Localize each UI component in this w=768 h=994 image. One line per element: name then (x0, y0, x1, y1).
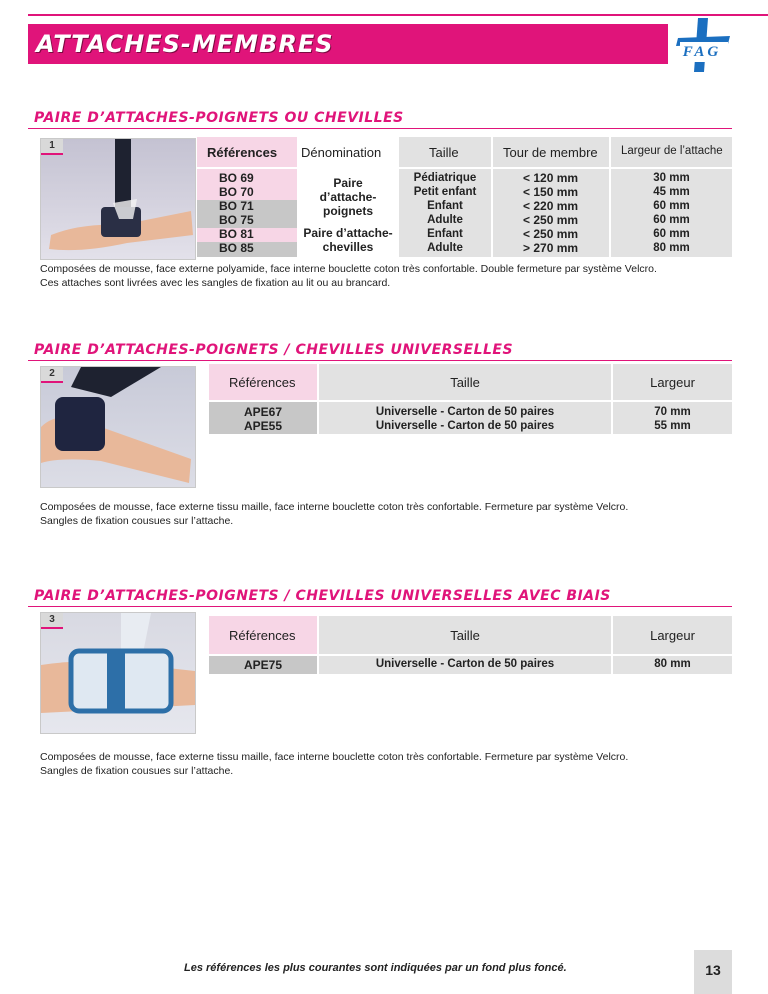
s1-sizes-cell (399, 169, 491, 257)
s1-ref: BO 71 (219, 199, 254, 213)
s1-width: 30 mm (653, 172, 690, 184)
s1-header-tour-cell (493, 137, 609, 167)
s2-ref: APE55 (243, 419, 283, 433)
s3-size: Universelle - Carton de 50 paires (375, 658, 555, 670)
s3-header-ref-cell (209, 616, 317, 654)
s1-header-tour: Tour de membre (503, 145, 598, 160)
s2-desc-line: Composées de mousse, face externe tissu maille, face interne bouclette coton très confortable. Fermeture par système Velcro. (40, 501, 629, 513)
s1-tour: < 220 mm (523, 199, 579, 213)
section-1-title: PAIRE D’ATTACHES-POIGNETS OU CHEVILLES (34, 110, 404, 126)
section-3-photo (40, 612, 196, 734)
s1-header-width-cell (611, 137, 732, 167)
page-title: ATTACHES-MEMBRES (36, 30, 334, 58)
s1-tours-cell (493, 169, 609, 257)
s3-desc-line: Sangles de fixation cousues sur l’attache. (40, 765, 234, 777)
s1-sizes (399, 171, 491, 255)
s1-tour: < 150 mm (523, 185, 579, 199)
page-number-box (694, 950, 732, 994)
s1-refs-cell (197, 169, 297, 257)
s1-header-size: Taille (429, 145, 459, 160)
s2-size: Universelle - Carton de 50 paires (375, 406, 555, 418)
s1-size: Petit enfant (413, 186, 477, 198)
s3-refs-cell (209, 656, 317, 674)
fag-logo (672, 18, 732, 72)
section-1-rule (28, 128, 732, 129)
header-band (28, 24, 668, 64)
s1-desc-line: Composées de mousse, face externe polyamide, face interne bouclette coton très confortable. Double fermeture par système Velcro. (40, 263, 657, 275)
s1-names (299, 172, 397, 254)
logo-text: FAG (682, 44, 722, 60)
s2-desc-line: Sangles de fixation cousues sur l’attache. (40, 515, 234, 527)
s3-header-width: Largeur (650, 628, 695, 643)
s1-tour: < 120 mm (523, 171, 579, 185)
s1-size: Enfant (427, 228, 463, 240)
s1-size: Pédiatrique (413, 172, 477, 184)
s3-header-width-cell (613, 616, 732, 654)
s1-tours (523, 171, 578, 255)
s1-name: poignets (323, 204, 373, 218)
s1-name: chevilles (322, 240, 374, 254)
s3-desc-line: Composées de mousse, face externe tissu maille, face interne bouclette coton très confortable. Fermeture par système Velcro. (40, 751, 629, 763)
s1-size: Adulte (427, 214, 463, 226)
s1-desc-line: Ces attaches sont livrées avec les sangles de fixation au lit ou au brancard. (40, 277, 391, 289)
s1-widths (611, 171, 732, 255)
s2-header-ref: Références (229, 375, 296, 390)
section-2-title: PAIRE D’ATTACHES-POIGNETS / CHEVILLES UNIVERSELLES (34, 342, 514, 358)
s1-ref: BO 70 (219, 185, 254, 199)
s2-widths (613, 405, 732, 433)
s2-header-size-cell (319, 364, 611, 400)
s3-sizes-cell (319, 656, 611, 674)
s2-header-width: Largeur (650, 375, 695, 390)
s1-name: Paire (333, 176, 363, 190)
s2-size: Universelle - Carton de 50 paires (375, 420, 555, 432)
s1-ref: BO 69 (219, 171, 254, 185)
section-2-rule (28, 360, 732, 361)
s2-header-ref-cell (209, 364, 317, 400)
s1-tour: < 250 mm (523, 213, 579, 227)
s1-width: 80 mm (653, 242, 690, 254)
s2-sizes (319, 405, 611, 433)
s2-refs-cell (209, 402, 317, 434)
page-number: 13 (705, 962, 721, 978)
s2-sizes-cell (319, 402, 611, 434)
s3-ref: APE75 (243, 658, 283, 672)
s1-tour: < 250 mm (523, 227, 579, 241)
s1-name: d’attache- (319, 190, 377, 204)
s1-tour: > 270 mm (523, 241, 579, 255)
wrist-restraint-illustration (41, 613, 195, 733)
s1-header-size-cell (399, 137, 491, 167)
s1-width: 60 mm (653, 200, 690, 212)
s3-widths-cell (613, 656, 732, 674)
s1-description (40, 262, 657, 290)
s2-description (40, 500, 628, 528)
s1-size: Enfant (427, 200, 463, 212)
section-3-badge: 3 (41, 613, 63, 629)
s2-header-width-cell (613, 364, 732, 400)
s2-refs (209, 405, 317, 433)
s1-header-width: Largeur de l’attache (621, 145, 723, 157)
s1-width: 60 mm (653, 228, 690, 240)
section-3-rule (28, 606, 732, 607)
s1-width: 60 mm (653, 214, 690, 226)
s1-header-name: Dénomination (301, 145, 382, 160)
s1-ref: BO 75 (219, 213, 254, 227)
s3-description (40, 750, 628, 778)
s1-header-ref-cell (197, 137, 297, 167)
top-rule (28, 14, 768, 16)
s1-ref: BO 85 (219, 241, 254, 255)
s3-header-size: Taille (450, 628, 480, 643)
s1-name: Paire d’attache- (303, 226, 393, 240)
s2-widths-cell (613, 402, 732, 434)
s1-ref: BO 81 (219, 227, 254, 241)
section-1-photo (40, 138, 196, 260)
s1-refs (219, 171, 254, 255)
s2-width: 55 mm (654, 420, 691, 432)
section-1-badge: 1 (41, 139, 63, 155)
s1-header-name-cell (299, 137, 397, 167)
footer-note: Les références les plus courantes sont indiquées par un fond plus foncé. (184, 962, 567, 974)
section-3-title: PAIRE D’ATTACHES-POIGNETS / CHEVILLES UNIVERSELLES AVEC BIAIS (34, 588, 611, 604)
s3-width: 80 mm (654, 658, 691, 670)
s1-widths-cell (611, 169, 732, 257)
s3-header-size-cell (319, 616, 611, 654)
s2-width: 70 mm (654, 406, 691, 418)
s1-width: 45 mm (653, 186, 690, 198)
wrist-restraint-illustration (41, 139, 195, 259)
s1-size: Adulte (427, 242, 463, 254)
wrist-restraint-illustration (41, 367, 195, 487)
s2-ref: APE67 (243, 405, 283, 419)
section-2-badge: 2 (41, 367, 63, 383)
s1-header-ref: Références (207, 145, 278, 160)
s3-header-ref: Références (229, 628, 296, 643)
section-2-photo (40, 366, 196, 488)
s2-header-size: Taille (450, 375, 480, 390)
